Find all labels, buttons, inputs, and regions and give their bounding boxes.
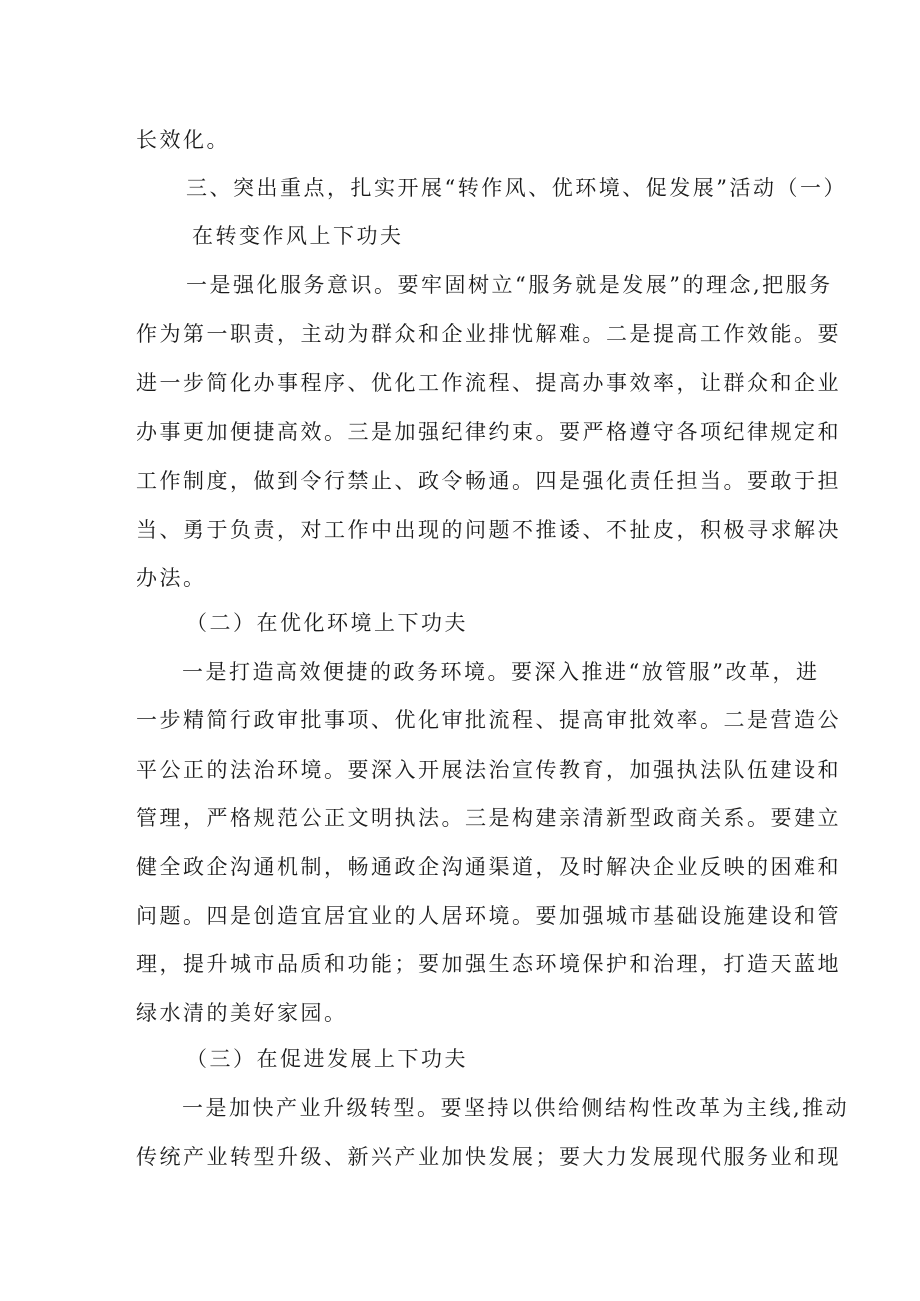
- text-line: 问题。四是创造宜居宜业的人居环境。要加强城市基础设施建设和管: [136, 904, 841, 928]
- text-line: 作为第一职责，主动为群众和企业排忧解难。二是提高工作效能。要: [136, 322, 841, 346]
- text-line: 平公正的法治环境。要深入开展法治宣传教育，加强执法队伍建设和: [136, 758, 841, 782]
- text-line: 绿水清的美好家园。: [136, 1001, 348, 1025]
- section-heading: 三、突出重点，扎实开展“转作风、优环境、促发展”活动（一）: [186, 176, 847, 200]
- text-line: 工作制度，做到令行禁止、政令畅通。四是强化责任担当。要敢于担: [136, 469, 841, 493]
- text-line: 进一步简化办事程序、优化工作流程、提高办事效率，让群众和企业: [136, 371, 841, 395]
- text-line: 一步精简行政审批事项、优化审批流程、提高审批效率。二是营造公: [136, 708, 841, 732]
- text-line: 健全政企沟通机制，畅通政企沟通渠道，及时解决企业反映的困难和: [136, 855, 841, 879]
- text-line: 长效化。: [136, 128, 230, 152]
- text-line: 理，提升城市品质和功能；要加强生态环境保护和治理，打造天蓝地: [136, 952, 841, 976]
- text-line: 一是强化服务意识。要牢固树立“服务就是发展”的理念,把服务: [186, 273, 833, 297]
- text-line: 传统产业转型升级、新兴产业加快发展；要大力发展现代服务业和现: [136, 1145, 841, 1169]
- text-line: 办事更加便捷高效。三是加强纪律约束。要严格遵守各项纪律规定和: [136, 420, 841, 444]
- text-line: 一是打造高效便捷的政务环境。要深入推进“放管服”改革，进: [182, 660, 820, 684]
- text-line: 管理，严格规范公正文明执法。三是构建亲清新型政商关系。要建立: [136, 806, 841, 830]
- subsection-heading: （三）在促进发展上下功夫: [186, 1047, 468, 1071]
- text-line: 当、勇于负责，对工作中出现的问题不推诿、不扯皮，积极寻求解决: [136, 518, 841, 542]
- text-line: 一是加快产业升级转型。要坚持以供给侧结构性改革为主线,推动: [182, 1096, 850, 1120]
- subsection-heading: （二）在优化环境上下功夫: [186, 611, 468, 635]
- text-line: 办法。: [136, 566, 207, 590]
- subsection-heading: 在转变作风上下功夫: [192, 224, 404, 248]
